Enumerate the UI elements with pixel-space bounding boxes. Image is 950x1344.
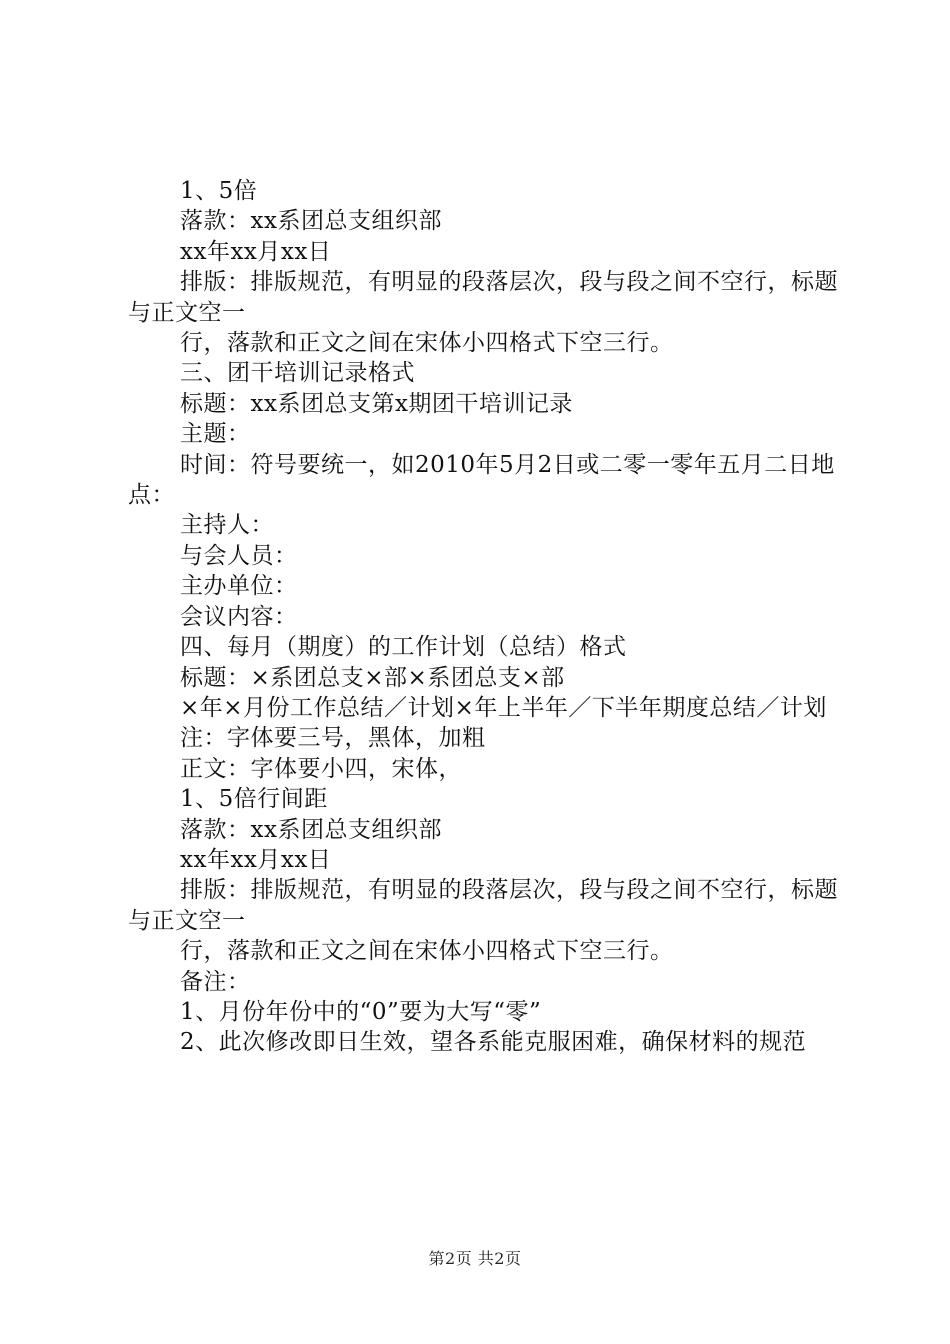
paragraph: 注：字体要三号，黑体，加粗 xyxy=(180,725,486,752)
paragraph: 行，落款和正文之间在宋体小四格式下空三行。 xyxy=(180,938,674,965)
section-heading: 三、团干培训记录格式 xyxy=(180,360,415,387)
paragraph: 1、5倍 xyxy=(180,178,258,204)
paragraph: 会议内容： xyxy=(180,603,298,630)
paragraph: 排版：排版规范，有明显的段落层次，段与段之间不空行，标题与正文空一 xyxy=(128,877,838,934)
paragraph: 主办单位： xyxy=(180,573,298,600)
paragraph: 1、月份年份中的“0”要为大写“零” xyxy=(180,998,542,1025)
paragraph: xx年xx月xx日 xyxy=(180,846,332,873)
paragraph: 落款：xx系团总支组织部 xyxy=(180,816,442,843)
paragraph: 与会人员： xyxy=(180,542,298,569)
paragraph: 标题：xx系团总支第x期团干培训记录 xyxy=(180,390,573,417)
paragraph: 主持人： xyxy=(180,512,274,539)
paragraph: 主题： xyxy=(180,421,251,448)
paragraph: 正文：字体要小四，宋体， xyxy=(180,755,462,782)
paragraph: 行，落款和正文之间在宋体小四格式下空三行。 xyxy=(180,330,674,357)
paragraph: 标题：×系团总支×部×系团总支×部 xyxy=(180,664,565,691)
paragraph: 时间：符号要统一，如2010年5月2日或二零一零年五月二日地点： xyxy=(128,451,835,509)
document-body xyxy=(128,176,840,1058)
page-footer: 第2页 共2页 xyxy=(428,1249,522,1268)
paragraph: ×年×月份工作总结／计划×年上半年／下半年期度总结／计划 xyxy=(180,694,827,721)
paragraph: 2、此次修改即日生效，望各系能克服困难，确保材料的规范 xyxy=(180,1029,807,1056)
paragraph: 排版：排版规范，有明显的段落层次，段与段之间不空行，标题与正文空一 xyxy=(128,269,838,326)
paragraph: 备注： xyxy=(180,968,251,995)
paragraph: 1、5倍行间距 xyxy=(180,786,328,813)
paragraph: xx年xx月xx日 xyxy=(180,238,332,265)
paragraph: 落款：xx系团总支组织部 xyxy=(180,208,442,235)
section-heading: 四、每月（期度）的工作计划（总结）格式 xyxy=(180,634,627,661)
